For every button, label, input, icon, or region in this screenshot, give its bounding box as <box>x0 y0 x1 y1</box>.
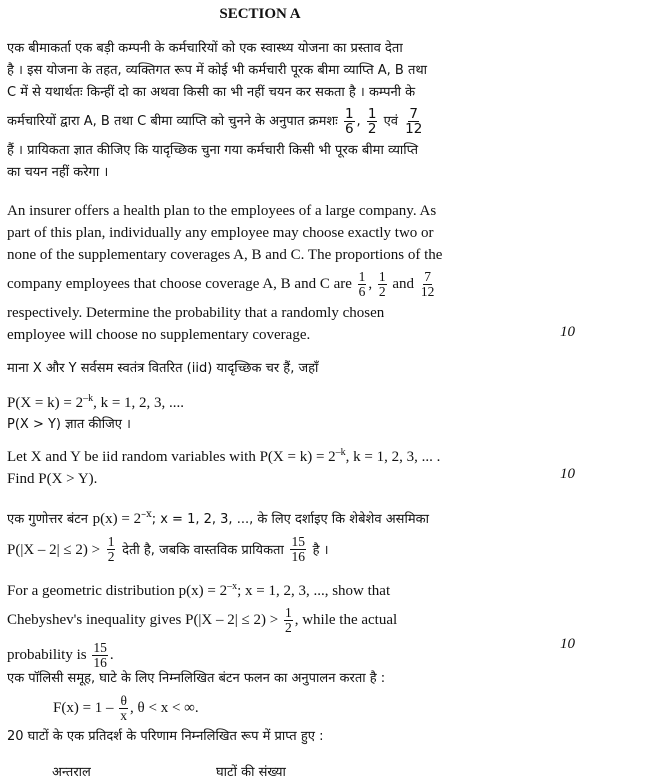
fraction-a-num: 1 <box>344 106 354 122</box>
q3-hindi-line1 <box>7 504 547 531</box>
q1-hindi-line4 <box>7 104 547 140</box>
fraction-c-num: 7 <box>424 269 431 285</box>
q1-english-line4 <box>7 266 547 302</box>
fraction-a <box>358 270 367 299</box>
fraction-half-den: 2 <box>284 620 292 636</box>
q3-marks: 10 <box>560 636 575 652</box>
sep: , <box>356 114 361 129</box>
q3-english-text1: For a geometric distribution p(x) = 2 <box>7 583 228 599</box>
fraction-actual <box>290 535 306 564</box>
q1-hindi-line5: हैं । प्रायिकता ज्ञात कीजिए कि यादृच्छिक चुना गया कर्मचारी किसी भी पूरक बीमा व्याप्ति <box>7 143 419 158</box>
fraction-b <box>367 107 378 136</box>
q1-english-line4-text: company employees that choose coverage A, B and C are <box>7 276 352 292</box>
q3-english <box>7 576 547 672</box>
fraction-c <box>420 270 436 299</box>
fraction-a-den: 6 <box>344 121 354 137</box>
q3-hindi-text4: है । <box>312 542 329 558</box>
q1-hindi-line4-text: कर्मचारियों द्वारा A, B तथा C बीमा व्याप्ति को चुनने के अनुपात क्रमशः <box>7 114 338 129</box>
q2-pmf-exp: –k <box>83 393 94 404</box>
q1-english-line1: An insurer offers a health plan to the employees of a large company. As <box>7 203 437 219</box>
q3-pmf: p(x) = 2 <box>92 510 142 527</box>
q1-english <box>7 200 547 346</box>
fraction-b-den: 2 <box>378 284 386 300</box>
section-heading: SECTION A <box>219 6 301 22</box>
fraction-theta-x <box>119 694 128 723</box>
q2-english-line1 <box>7 442 547 468</box>
fraction-actual-den: 16 <box>93 655 107 671</box>
q4-formula-left: F(x) = 1 – <box>53 700 114 716</box>
q2-english-exp: –k <box>335 447 346 458</box>
q3-hindi-text1: एक गुणोत्तर बंटन <box>7 511 89 527</box>
q1-hindi-line3: C में से यथार्थतः किन्हीं दो का अथवा किसी का भी नहीं चयन कर सकता है । कम्पनी के <box>7 85 416 100</box>
sep: and <box>392 276 415 292</box>
table-header-interval: अन्तराल <box>52 765 91 780</box>
q3-hindi-line2 <box>7 531 547 570</box>
q4-formula <box>7 690 547 726</box>
q3-english-line3 <box>7 638 547 672</box>
q4-hindi-line1: एक पॉलिसी समूह, घाटे के लिए निम्नलिखित बंटन फलन का अनुपालन करता है : <box>7 671 386 686</box>
sep: एवं <box>383 114 398 129</box>
q2-marks: 10 <box>560 466 575 482</box>
fraction-actual <box>92 641 108 670</box>
q2-hindi-line2 <box>7 388 547 414</box>
sep: , <box>368 276 373 292</box>
q1-english-line6: employee will choose no supplementary coverage. <box>7 327 311 343</box>
q2-pmf-left: P(X = k) = 2 <box>7 395 84 411</box>
q2-english-range: , k = 1, 2, 3, ... . <box>345 449 441 465</box>
q3-hindi-text2: ; x = 1, 2, 3, ..., के लिए दर्शाइए कि शेबेशेव असमिका <box>151 511 429 527</box>
fraction-c-den: 12 <box>420 284 435 300</box>
fraction-a-den: 6 <box>358 284 366 300</box>
fraction-b-num: 1 <box>367 106 377 122</box>
q3-hindi-text3: देती है, जबकि वास्तविक प्रायिकता <box>122 542 284 558</box>
fraction-c <box>404 107 423 136</box>
q1-english-line2: part of this plan, individually any employee may choose exactly two or <box>7 225 434 241</box>
fraction-c-num: 7 <box>409 106 419 122</box>
fraction-half-num: 1 <box>107 534 115 550</box>
fraction-actual-num: 15 <box>93 640 107 656</box>
fraction-half-num: 1 <box>284 605 292 621</box>
fraction-half <box>107 535 116 564</box>
q2-hindi-line3: P(X > Y) ज्ञात कीजिए । <box>7 417 131 432</box>
q4-formula-range: , θ < x < ∞. <box>130 700 199 716</box>
fraction-half <box>284 606 293 635</box>
q3-english-line2 <box>7 602 547 638</box>
q2-english-text: Let X and Y be iid random variables with P(X = k) = 2 <box>7 449 336 465</box>
q3-english-text4: , while the actual <box>294 612 398 628</box>
q3-english-text3: Chebyshev's inequality gives P(|X – 2| ≤ 2) > <box>7 612 279 628</box>
q1-hindi-line2: है । इस योजना के तहत, व्यक्तिगत रूप में कोई भी कर्मचारी पूरक बीमा व्याप्ति A, B तथा <box>7 63 428 78</box>
fraction-theta-den: x <box>120 708 128 724</box>
q3-english-period: . <box>109 647 114 663</box>
q4-hindi-line2: 20 घाटों के एक प्रतिदर्श के परिणाम निम्नलिखित रूप में प्राप्त हुए : <box>7 729 324 744</box>
q3-hindi <box>7 504 547 570</box>
fraction-b <box>378 270 387 299</box>
q2-pmf-right: , k = 1, 2, 3, .... <box>93 395 185 411</box>
fraction-c-den: 12 <box>405 121 423 137</box>
q2-hindi <box>7 358 547 436</box>
q3-english-exp: –x <box>227 581 238 592</box>
fraction-theta-num: θ <box>120 693 127 709</box>
q1-hindi <box>7 38 547 184</box>
q1-marks: 10 <box>560 324 575 340</box>
q1-hindi-line1: एक बीमाकर्ता एक बड़ी कम्पनी के कर्मचारियों को एक स्वास्थ्य योजना का प्रस्ताव देता <box>7 41 403 56</box>
q4-hindi <box>7 668 547 748</box>
fraction-b-num: 1 <box>378 269 386 285</box>
q2-hindi-line1: माना X और Y सर्वसम स्वतंत्र वितरित (iid) यादृच्छिक चर हैं, जहाँ <box>7 361 319 376</box>
q2-english-line2: Find P(X > Y). <box>7 471 98 487</box>
q1-english-line5: respectively. Determine the probability that a randomly chosen <box>7 305 385 321</box>
q3-english-text2: ; x = 1, 2, 3, ..., show that <box>237 583 391 599</box>
fraction-a-num: 1 <box>358 269 366 285</box>
q1-hindi-line6: का चयन नहीं करेगा । <box>7 165 109 180</box>
q3-english-line1 <box>7 576 547 602</box>
fraction-a <box>344 107 355 136</box>
q3-english-text5: probability is <box>7 647 87 663</box>
q3-inequality: P(|X – 2| ≤ 2) > <box>7 541 101 558</box>
table-header-loss-count: घाटों की संख्या <box>216 765 286 780</box>
fraction-actual-num: 15 <box>291 534 305 550</box>
q3-pmf-exp: –x <box>141 509 152 520</box>
fraction-half-den: 2 <box>107 549 115 565</box>
q1-english-line3: none of the supplementary coverages A, B and C. The proportions of the <box>7 247 443 263</box>
q2-english <box>7 442 547 490</box>
fraction-actual-den: 16 <box>291 549 305 565</box>
fraction-b-den: 2 <box>367 121 377 137</box>
